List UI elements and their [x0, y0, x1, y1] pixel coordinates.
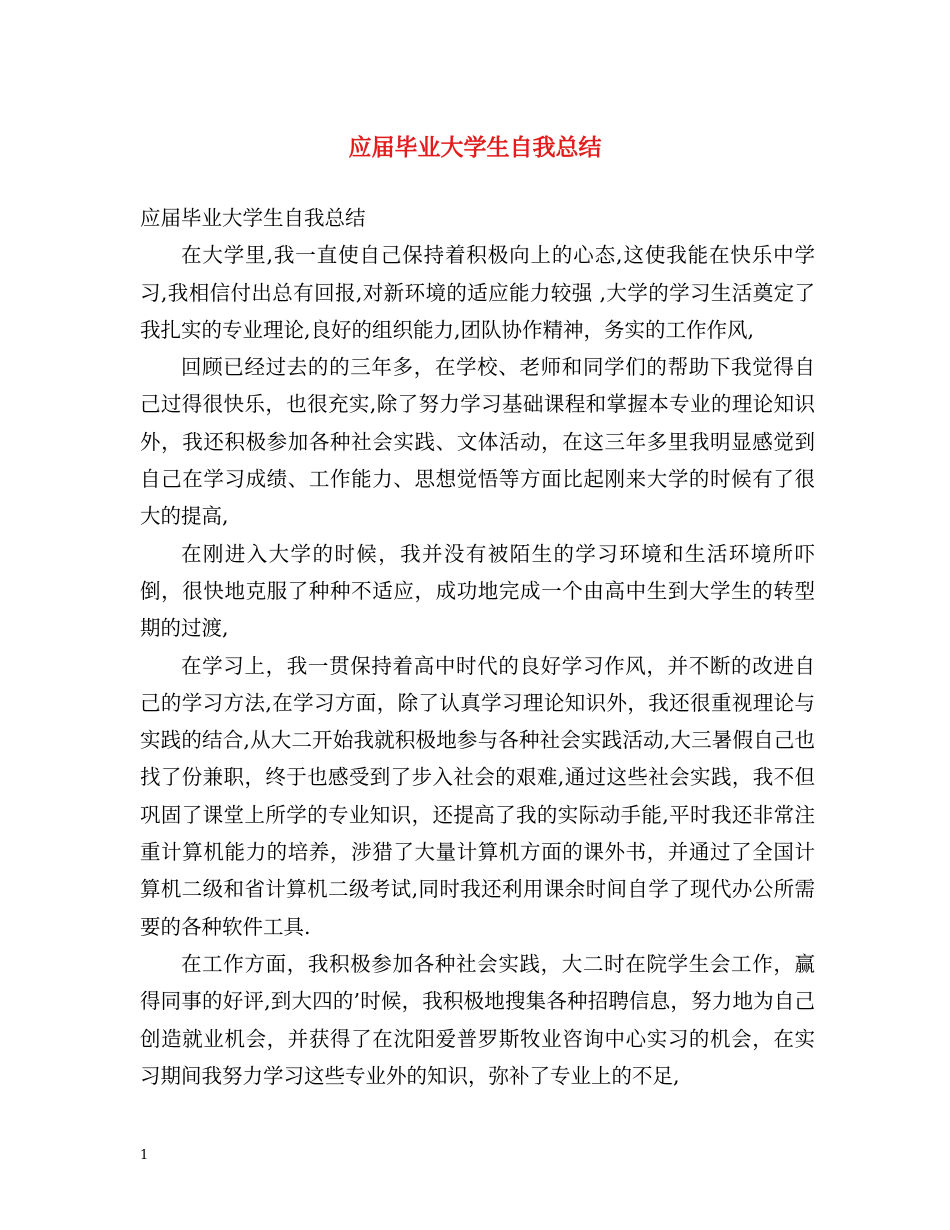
paragraph-4: 在学习上，我一贯保持着高中时代的良好学习作风，并不断的改进自己的学习方法,在学习方面，除了认真学习理论知识外，我还很重视理论与实践的结合,从大二开始我就积极地参与各种社会实践活动,大三暑假自己也找了份兼职，终于也感受到了步入社会的艰难,通过这些社会实践，我不但巩固了课堂上所学的专业知识，还提高了我的实际动手能,平时我还非常注重计算机能力的培养，涉猎了大量计算机方面的课外书，并通过了全国计算机二级和省计算机二级考试,同时我还利用课余时间自学了现代办公所需要的各种软件工具.: [140, 653, 815, 939]
page-title: 应届毕业大学生自我总结: [348, 134, 602, 161]
page-number: 1: [140, 1148, 149, 1163]
document-subtitle: 应届毕业大学生自我总结: [140, 206, 366, 230]
paragraph-3: 在刚进入大学的时候，我并没有被陌生的学习环境和生活环境所吓倒，很快地克服了种种不适应，成功地完成一个由高中生到大学生的转型期的过渡,: [140, 541, 815, 641]
paragraph-2: 回顾已经过去的的三年多，在学校、老师和同学们的帮助下我觉得自己过得很快乐，也很充实,除了努力学习基础课程和掌握本专业的理论知识外，我还积极参加各种社会实践、文体活动，在这三年多里我明显感觉到自己在学习成绩、工作能力、思想觉悟等方面比起刚来大学的时候有了很大的提高,: [140, 355, 815, 529]
document-body: [140, 200, 815, 1095]
paragraph-5: 在工作方面，我积极参加各种社会实践，大二时在院学生会工作，赢得同事的好评,到大四的’时候，我积极地搜集各种招聘信息，努力地为自己创造就业机会，并获得了在沈阳爱普罗斯牧业咨询中心实习的机会，在实习期间我努力学习这些专业外的知识，弥补了专业上的不足,: [140, 951, 815, 1088]
paragraph-1: 在大学里,我一直使自己保持着积极向上的心态,这使我能在快乐中学习,我相信付出总有回报,对新环境的适应能力较强 ,大学的学习生活奠定了我扎实的专业理论,良好的组织能力,团队协作精神，务实的工作作风,: [140, 243, 815, 342]
